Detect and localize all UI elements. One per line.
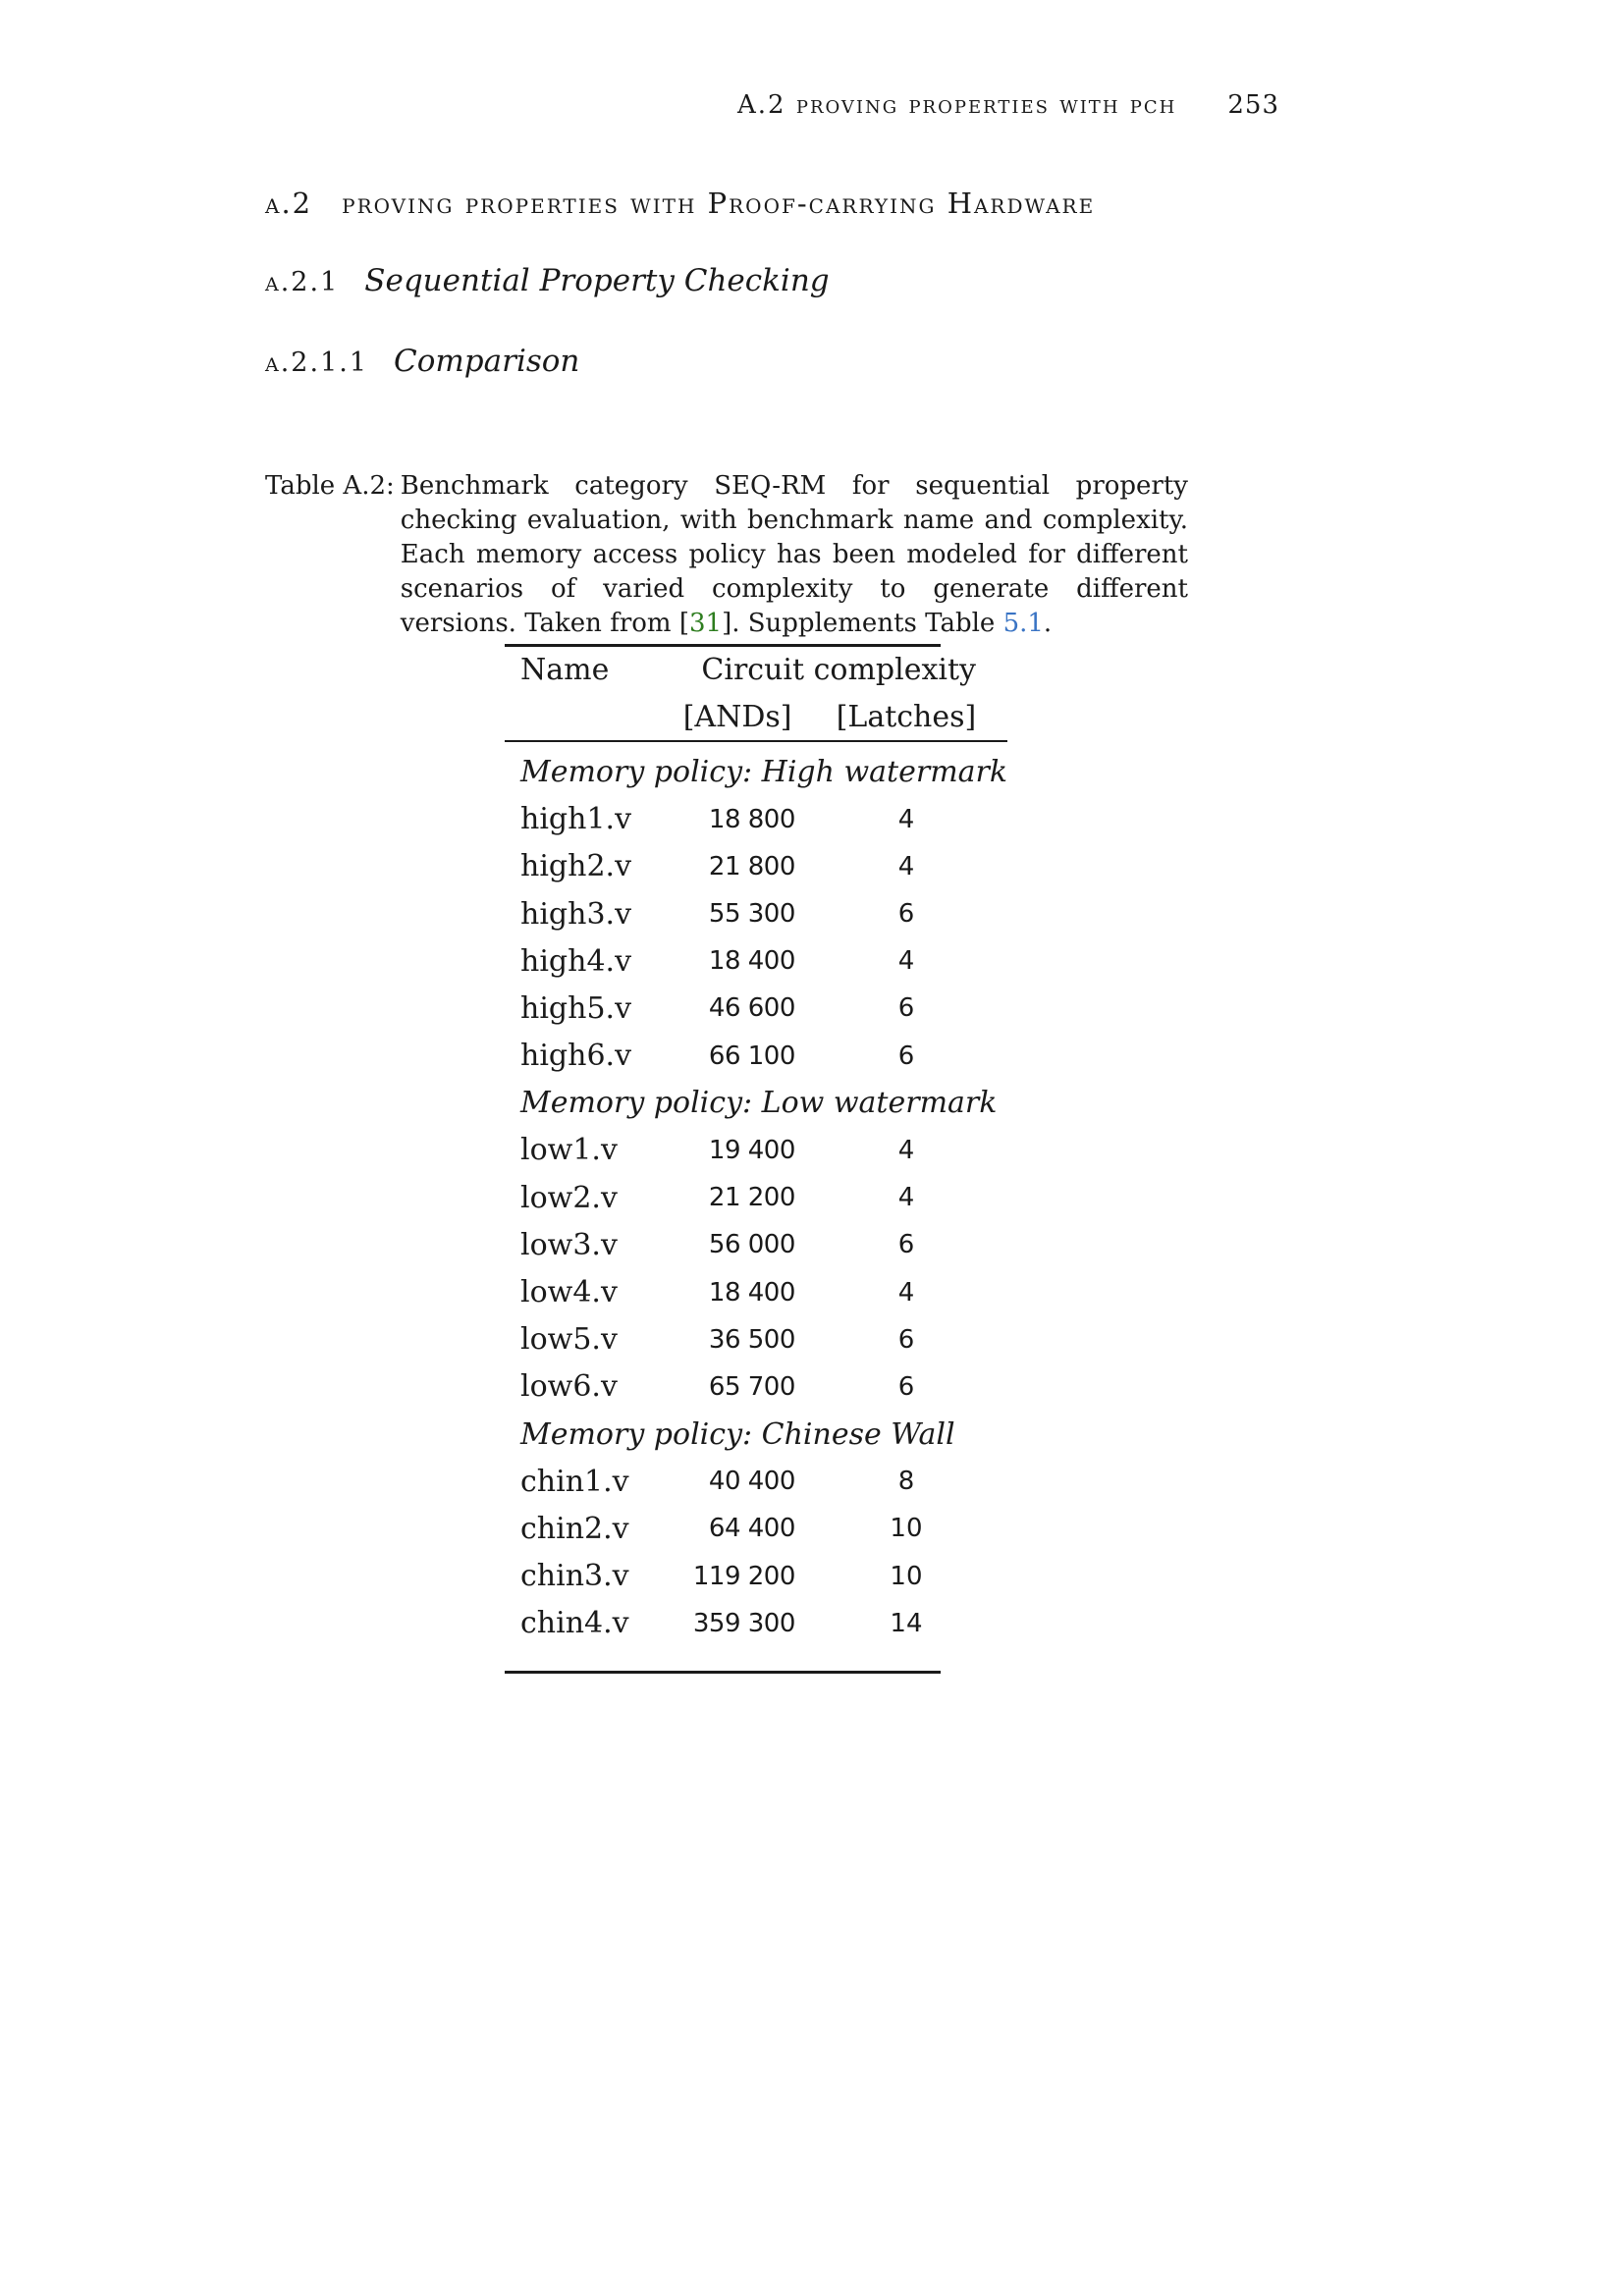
benchmark-name: low3.v [520, 1227, 618, 1262]
latches-value: 6 [897, 1230, 915, 1260]
ands-value: 21 200 [708, 1183, 795, 1213]
table-row [505, 1505, 1007, 1552]
table-row [505, 985, 1007, 1032]
group-title: Memory policy: High watermark [520, 754, 1008, 789]
caption-text-part: ]. Supplements Table [722, 609, 1003, 638]
benchmark-name: high5.v [520, 990, 632, 1026]
section-number: a.2 [265, 187, 313, 220]
latches-value: 14 [890, 1608, 923, 1638]
ands-value: 19 400 [708, 1135, 795, 1165]
caption-label: Table A.2: [265, 471, 395, 501]
table-row [505, 1553, 1007, 1600]
table-bottom-rule [505, 1671, 941, 1674]
ands-value: 64 400 [708, 1514, 795, 1544]
benchmark-table [505, 646, 1007, 1647]
latches-value: 10 [890, 1561, 923, 1591]
subsubsection-heading [265, 344, 579, 379]
ands-value: 40 400 [708, 1467, 795, 1497]
ands-value: 66 100 [708, 1041, 795, 1071]
ands-value: 119 200 [692, 1561, 795, 1591]
table-row [505, 1316, 1007, 1363]
ands-value: 18 800 [708, 804, 795, 834]
ands-value: 56 000 [708, 1230, 795, 1260]
table-row [505, 1127, 1007, 1174]
group-title: Memory policy: Low watermark [520, 1086, 998, 1121]
benchmark-name: high2.v [520, 849, 632, 884]
ands-value: 359 300 [692, 1608, 795, 1638]
benchmark-name: low6.v [520, 1369, 618, 1405]
group-row [505, 1411, 1007, 1458]
benchmark-name: low2.v [520, 1180, 618, 1215]
benchmark-name: high1.v [520, 802, 632, 837]
subsubsection-title: Comparison [394, 344, 580, 379]
latches-value: 6 [897, 899, 915, 930]
subsection-title: Sequential Property Checking [364, 263, 830, 298]
table-caption [265, 469, 1188, 641]
header-empty [505, 693, 654, 741]
latches-value: 4 [897, 1183, 915, 1213]
benchmark-name: low1.v [520, 1133, 618, 1168]
caption-text [401, 469, 1188, 641]
latches-value: 6 [897, 1324, 915, 1355]
table-header-row [505, 646, 1007, 693]
latches-value: 8 [897, 1467, 915, 1497]
table-row [505, 1363, 1007, 1411]
latches-value: 4 [897, 804, 915, 834]
ands-value: 65 700 [708, 1371, 795, 1402]
section-title: proving properties with Proof-carrying Hardware [342, 187, 1096, 220]
group-title: Memory policy: Chinese Wall [520, 1416, 955, 1452]
ands-value: 18 400 [708, 1277, 795, 1308]
page-number: 253 [1227, 90, 1279, 120]
section-heading [265, 187, 1095, 220]
ands-value: 36 500 [708, 1324, 795, 1355]
group-row [505, 741, 1007, 795]
table-row [505, 1174, 1007, 1221]
benchmark-name: high3.v [520, 896, 632, 932]
table-subheader-row [505, 693, 1007, 741]
benchmark-name: high6.v [520, 1039, 632, 1074]
citation-link[interactable]: 31 [688, 609, 723, 638]
header-ands: [ANDs] [654, 693, 805, 741]
latches-value: 10 [890, 1514, 923, 1544]
subsubsection-number: a.2.1.1 [265, 347, 369, 378]
ands-value: 21 800 [708, 851, 795, 881]
table-reference-link[interactable]: 5.1 [1002, 609, 1044, 638]
latches-value: 4 [897, 1277, 915, 1308]
running-head-title: A.2 proving properties with pch [736, 90, 1177, 120]
table-row [505, 1268, 1007, 1315]
ands-value: 55 300 [708, 899, 795, 930]
latches-value: 6 [897, 993, 915, 1024]
table-row [505, 890, 1007, 937]
benchmark-name: chin4.v [520, 1606, 629, 1641]
latches-value: 6 [897, 1041, 915, 1071]
ands-value: 18 400 [708, 946, 795, 977]
table-row [505, 1458, 1007, 1505]
caption-text-part: . [1043, 609, 1053, 638]
table-row [505, 1033, 1007, 1080]
table-row [505, 796, 1007, 843]
latches-value: 4 [897, 851, 915, 881]
subsection-number: a.2.1 [265, 267, 340, 297]
benchmark-name: chin3.v [520, 1559, 629, 1594]
benchmark-name: low4.v [520, 1275, 618, 1310]
group-row [505, 1080, 1007, 1127]
header-name: Name [520, 652, 610, 687]
header-latches: [Latches] [805, 693, 1007, 741]
caption-text-part: Benchmark category SEQ-RM for sequential property checking evaluation, with benchmark name and complexity. Each memory access policy has been modeled for different scenarios of varied complexity to generate different versions. Taken from [ [400, 471, 1188, 638]
benchmark-name: chin2.v [520, 1511, 629, 1546]
latches-value: 6 [897, 1371, 915, 1402]
table-row [505, 937, 1007, 985]
benchmark-name: high4.v [520, 943, 632, 979]
latches-value: 4 [897, 946, 915, 977]
ands-value: 46 600 [708, 993, 795, 1024]
benchmark-name: low5.v [520, 1322, 618, 1358]
latches-value: 4 [897, 1135, 915, 1165]
header-circuit-complexity: Circuit complexity [701, 652, 976, 687]
table-row [505, 843, 1007, 890]
running-head [737, 90, 1279, 120]
table-row [505, 1221, 1007, 1268]
table-row [505, 1600, 1007, 1647]
benchmark-name: chin1.v [520, 1464, 629, 1499]
subsection-heading [265, 263, 830, 298]
